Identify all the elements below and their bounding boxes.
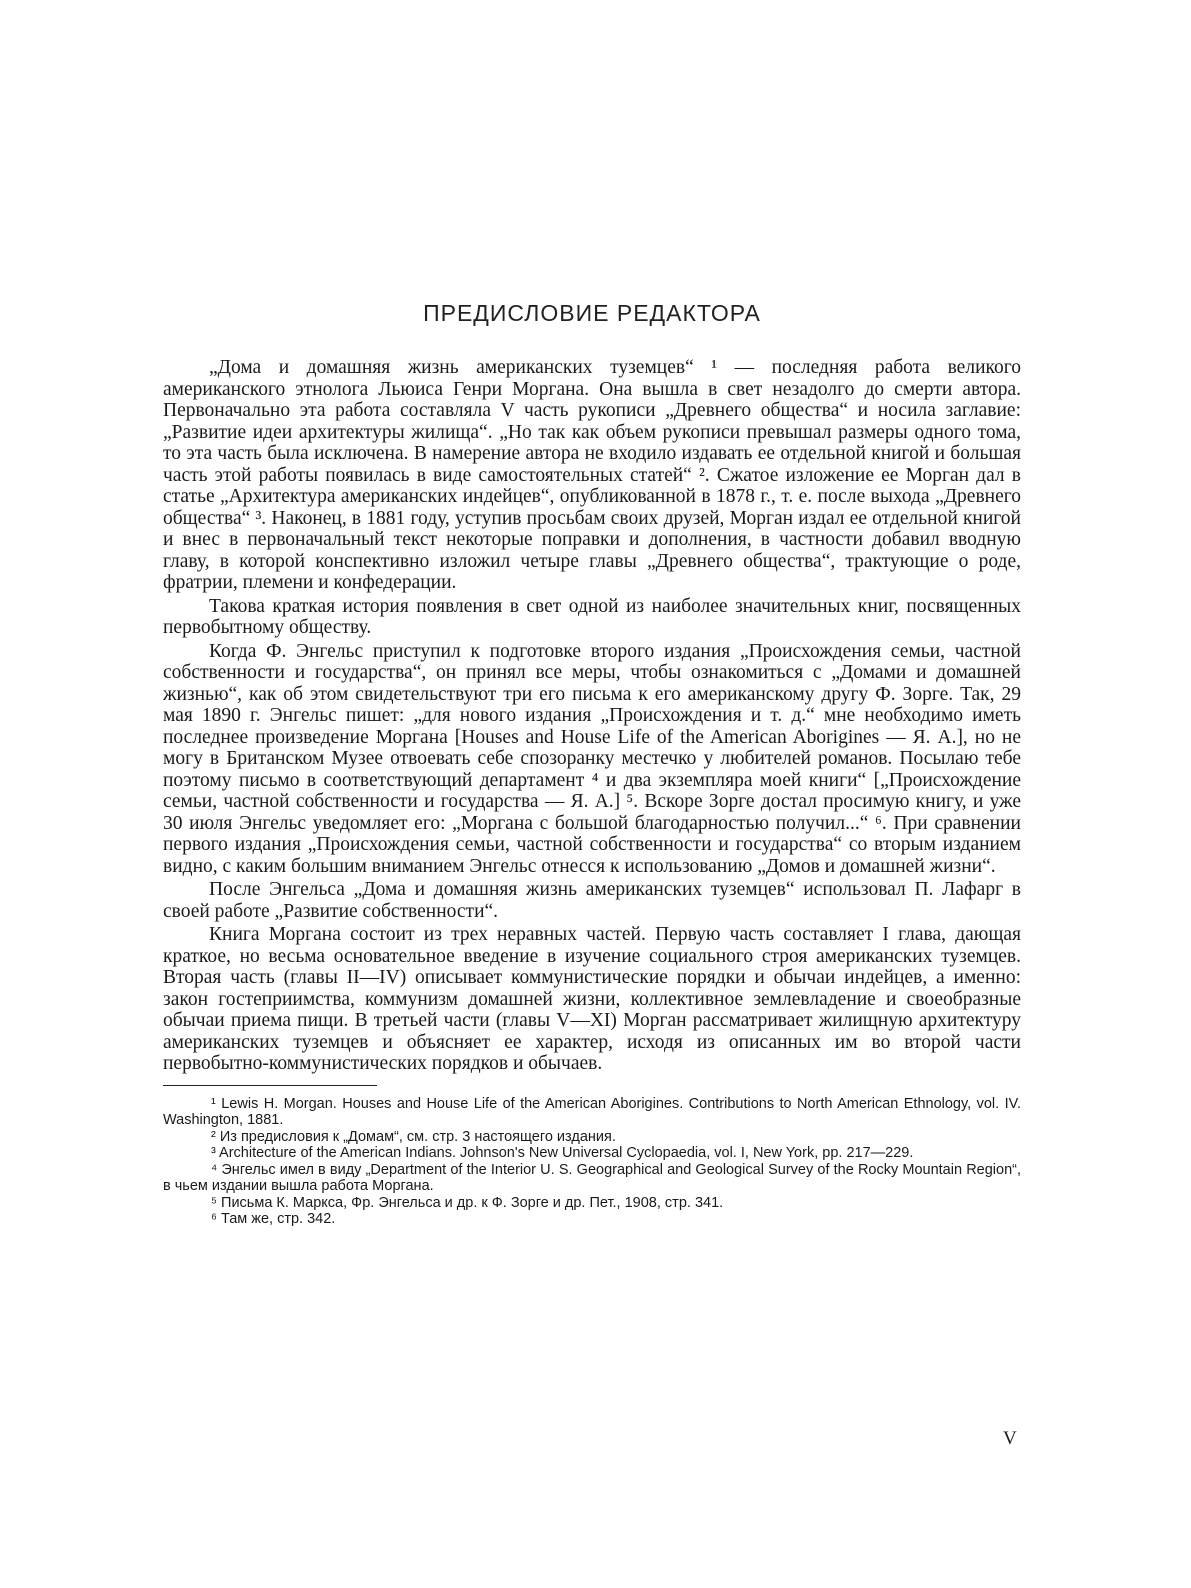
footnote: ² Из предисловия к „Домам“, см. стр. 3 настоящего издания. <box>211 1128 616 1145</box>
footnote: ⁴ Энгельс имел в виду „Department of the Interior U. S. Geographical and Geological Survey of the Rocky Mountain Region“, в чьем издании вышла работа Моргана. <box>163 1161 1021 1194</box>
footnotes <box>163 1096 1021 1228</box>
footnote: ¹ Lewis H. Morgan. Houses and House Life of the American Aborigines. Contributions to North American Ethnology, vol. IV. Washington, 1881. <box>163 1095 1021 1128</box>
paragraph: После Энгельса „Дома и домашняя жизнь американских туземцев“ использовал П. Лафарг в своей работе „Развитие собственности“. <box>163 879 1021 922</box>
body-text <box>163 357 1021 1075</box>
footnote: ⁵ Письма К. Маркса, Фр. Энгельса и др. к Ф. Зорге и др. Пет., 1908, стр. 341. <box>211 1194 724 1211</box>
page-number: V <box>1003 1428 1017 1449</box>
document-page <box>163 300 1021 1228</box>
paragraph: Когда Ф. Энгельс приступил к подготовке второго издания „Происхождения семьи, частной собственности и государства“, он принял все меры, чтобы ознакомиться с „Домами и домашней жизнью“, как об этом свидетельствуют три его письма к его американскому другу Ф. Зорге. Так, 29 мая 1890 г. Энгельс пишет: „для нового издания „Происхождения и т. д.“ мне необходимо иметь последнее произведение Моргана [Houses and House Life of the American Aborigines — Я. А.], но не могу в Британском Музее отвоевать себе спозоранку местечко у любителей романов. Посылаю тебе поэтому письмо в соответствующий департамент ⁴ и два экземпляра моей книги“ [„Происхождение семьи, частной собственности и государства — Я. А.] ⁵. Вскоре Зорге достал просимую книгу, и уже 30 июля Энгельс уведомляет его: „Моргана с большой благодарностью получил...“ ⁶. При сравнении первого издания „Происхождения семьи, частной собственности и государства“ со вторым изданием видно, с каким большим вниманием Энгельс отнесся к использованию „Домов и домашней жизни“. <box>163 640 1021 877</box>
page-title: ПРЕДИСЛОВИЕ РЕДАКТОРА <box>423 300 761 326</box>
paragraph: Такова краткая история появления в свет одной из наиболее значительных книг, посвященных первобытному обществу. <box>163 595 1021 638</box>
footnote-divider <box>163 1085 377 1086</box>
footnote: ⁶ Там же, стр. 342. <box>211 1211 336 1227</box>
paragraph: „Дома и домашняя жизнь американских туземцев“ ¹ — последняя работа великого американского этнолога Льюиса Генри Моргана. Она вышла в свет незадолго до смерти автора. Первоначально эта работа составляла V часть рукописи „Древнего общества“ и носила заглавие: „Развитие идеи архитектуры жилища“. „Но так как объем рукописи превышал размеры одного тома, то эта часть была исключена. В намерение автора не входило издавать ее отдельной книгой и большая часть этой работы появилась в виде самостоятельных статей“ ². Сжатое изложение ее Морган дал в статье „Архитектура американских индейцев“, опубликованной в 1878 г., т. е. после выхода „Древнего общества“ ³. Наконец, в 1881 году, уступив просьбам своих друзей, Морган издал ее отдельной книгой и внес в первоначальный текст некоторые поправки и дополнения, в частности добавил вводную главу, в которой конспективно изложил четыре главы „Древнего общества“, трактующие о роде, фратрии, племени и конфедерации. <box>163 357 1021 593</box>
paragraph: Книга Моргана состоит из трех неравных частей. Первую часть составляет I глава, дающая краткое, но весьма основательное введение в изучение социального строя американских туземцев. Вторая часть (главы II—IV) описывает коммунистические порядки и обычаи индейцев, а именно: закон гостеприимства, коммунизм домашней жизни, коллективное землевладение и своеобразные обычаи приема пищи. В третьей части (главы V—XI) Морган рассматривает жилищную архитектуру американских туземцев и объясняет ее характер, исходя из описанных им во второй части первобытно-коммунистических порядков и обычаев. <box>163 924 1021 1074</box>
footnote: ³ Architecture of the American Indians. Johnson's New Universal Cyclopaedia, vol. I, New York, pp. 217—229. <box>211 1145 914 1161</box>
